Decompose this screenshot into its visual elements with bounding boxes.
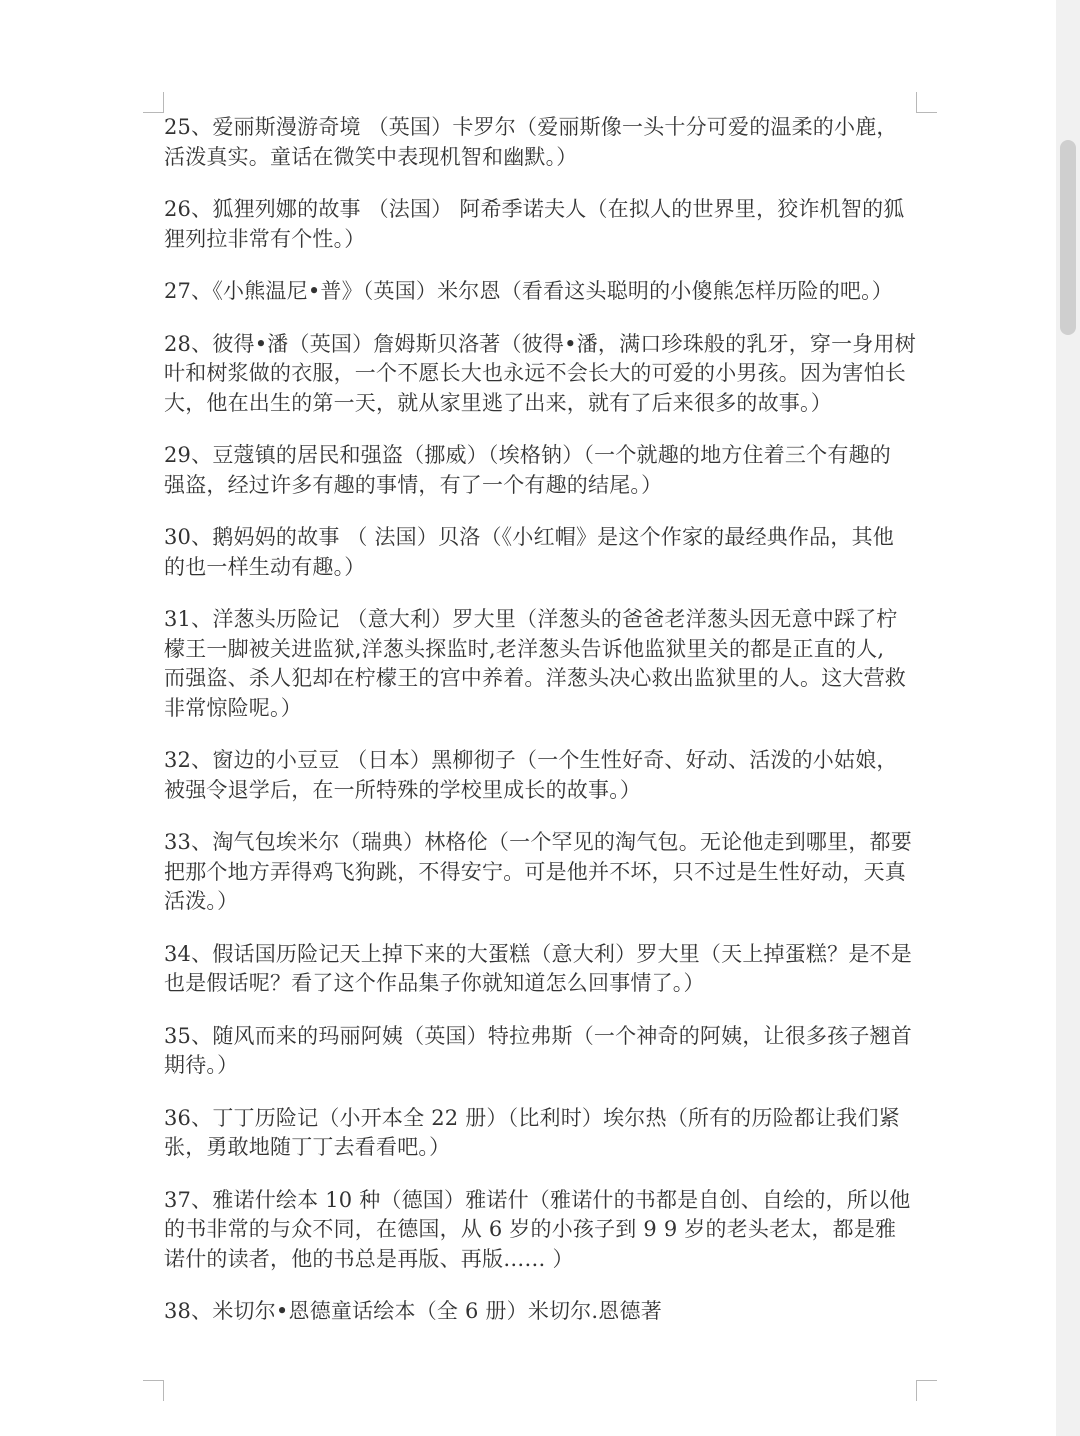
book-entry (164, 441, 920, 500)
entry-line: 38、米切尔•恩德童话绘本（全 6 册）米切尔.恩德著 (164, 1299, 662, 1323)
book-entry (164, 1297, 920, 1327)
book-entry (164, 940, 920, 999)
entry-line: 25、爱丽斯漫游奇境 （英国）卡罗尔（爱丽斯像一头十分可爱的温柔的小鹿， (164, 115, 898, 139)
scrollbar-thumb[interactable] (1060, 140, 1076, 335)
book-entry (164, 195, 920, 254)
book-entry (164, 605, 920, 723)
book-entry (164, 1104, 920, 1163)
entry-line: 把那个地方弄得鸡飞狗跳，不得安宁。可是他并不坏，只不过是生性好动，天真 (164, 859, 906, 884)
vertical-scrollbar[interactable] (1056, 0, 1080, 1436)
entry-line: 26、狐狸列娜的故事 （法国） 阿希季诺夫人（在拟人的世界里，狡诈机智的狐 (164, 197, 905, 221)
entry-line: 34、假话国历险记天上掉下来的大蛋糕（意大利）罗大里（天上掉蛋糕？是不是 (164, 941, 912, 966)
entry-line: 叶和树浆做的衣服，一个不愿长大也永远不会长大的可爱的小男孩。因为害怕长 (164, 361, 906, 385)
entry-line: 27、《小熊温尼•普》（英国）米尔恩（看看这头聪明的小傻熊怎样历险的吧。） (164, 279, 894, 303)
book-entry (164, 113, 920, 172)
entry-line: 37、雅诺什绘本 10 种（德国）雅诺什（雅诺什的书都是自创、自绘的，所以他 (164, 1187, 911, 1212)
entry-line: 诺什的读者，他的书总是再版、再版…… ） (164, 1246, 574, 1271)
entry-line: 的也一样生动有趣。） (164, 554, 366, 579)
book-entry (164, 277, 920, 307)
entry-line: 35、随风而来的玛丽阿姨（英国）特拉弗斯（一个神奇的阿姨，让很多孩子翘首 (164, 1023, 912, 1048)
book-entry (164, 746, 920, 805)
entry-line: 被强令退学后，在一所特殊的学校里成长的故事。） (164, 777, 642, 802)
entry-line: 檬王一脚被关进监狱,洋葱头探监时,老洋葱头告诉他监狱里关的都是正直的人, (164, 636, 885, 661)
entry-line: 而强盗、杀人犯却在柠檬王的宫中养着。洋葱头决心救出监狱里的人。这大营救 (164, 666, 906, 690)
book-entry (164, 1022, 920, 1081)
entry-line: 31、洋葱头历险记 （意大利）罗大里（洋葱头的爸爸老洋葱头因无意中踩了柠 (164, 607, 898, 631)
entry-line: 狸列拉非常有个性。） (164, 226, 366, 251)
entry-line: 33、淘气包埃米尔（瑞典）林格伦（一个罕见的淘气包。无论他走到哪里，都要 (164, 830, 912, 854)
entry-line: 期待。） (164, 1053, 239, 1077)
book-entry (164, 330, 920, 419)
book-entry (164, 828, 920, 917)
book-entry (164, 523, 920, 582)
entry-line: 32、窗边的小豆豆 （日本）黑柳彻子（一个生性好奇、好动、活泼的小姑娘， (164, 748, 898, 772)
book-entry (164, 1186, 920, 1275)
entry-line: 活泼真实。童话在微笑中表现机智和幽默。） (164, 144, 578, 169)
entry-line: 也是假话呢？看了这个作品集子你就知道怎么回事情了。） (164, 971, 705, 995)
entry-line: 28、彼得•潘（英国）詹姆斯贝洛著（彼得•潘，满口珍珠般的乳牙，穿一身用树 (164, 331, 916, 356)
entry-line: 强盗，经过许多有趣的事情，有了一个有趣的结尾。） (164, 472, 663, 497)
entry-line: 29、豆蔻镇的居民和强盗（挪威）（埃格钠）（一个就趣的地方住着三个有趣的 (164, 443, 891, 467)
entry-line: 大，他在出生的第一天，就从家里逃了出来，就有了后来很多的故事。） (164, 390, 832, 415)
document-body (164, 113, 920, 1350)
page-corner-mark-top-right (916, 92, 937, 113)
entry-line: 活泼。） (164, 889, 239, 913)
entry-line: 30、鹅妈妈的故事 （ 法国）贝洛（《小红帽》是这个作家的最经典作品，其他 (164, 525, 894, 549)
entry-line: 36、丁丁历险记（小开本全 22 册）（比利时）埃尔热（所有的历险都让我们紧 (164, 1105, 900, 1130)
entry-line: 的书非常的与众不同，在德国，从 6 岁的小孩子到 9 9 岁的老头老太，都是雅 (164, 1217, 897, 1241)
page-corner-mark-bottom-right (916, 1380, 937, 1401)
entry-line: 非常惊险呢。） (164, 695, 302, 720)
page-corner-mark-top-left (143, 92, 164, 113)
entry-line: 张，勇敢地随丁丁去看看吧。） (164, 1135, 451, 1159)
page-corner-mark-bottom-left (143, 1380, 164, 1401)
